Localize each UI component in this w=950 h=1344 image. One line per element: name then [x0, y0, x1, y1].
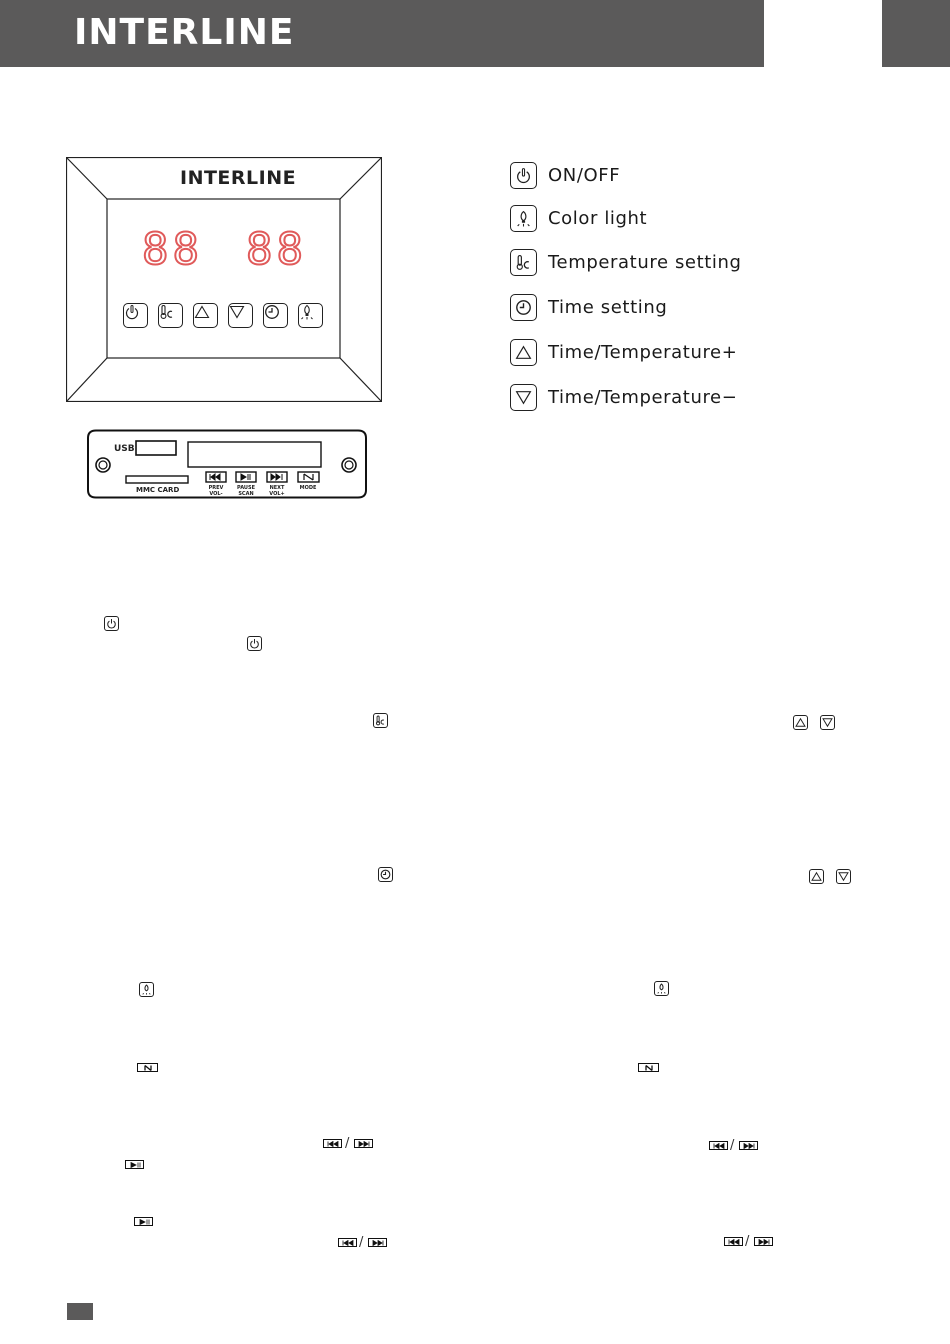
pause-label-top: PAUSE	[237, 485, 255, 491]
usb-label: USB	[114, 444, 135, 454]
triangle-down-icon	[229, 304, 245, 320]
pause-label-bottom: SCAN	[238, 491, 254, 497]
panel-down-button	[228, 303, 253, 328]
light-icon	[139, 982, 154, 997]
display-digits-left: 88	[142, 224, 203, 275]
mode-button-label	[294, 485, 322, 491]
legend-label: ON/OFF	[548, 164, 621, 186]
power-icon	[247, 636, 262, 651]
triangle-up-icon	[515, 344, 532, 361]
legend-label: Time/Temperature+	[548, 341, 738, 363]
next-label-bottom: VOL+	[269, 491, 285, 497]
mp3-module-diagram	[86, 429, 368, 499]
clock-icon	[515, 299, 532, 316]
header-corner-block	[882, 0, 950, 67]
legend-icon-box	[510, 294, 537, 321]
legend-item-increase	[510, 338, 737, 366]
prev-label-bottom: VOL-	[209, 491, 223, 497]
next-label-top: NEXT	[269, 485, 285, 491]
prev-label-top: PREV	[208, 485, 224, 491]
prev-icon	[724, 1237, 743, 1246]
panel-power-button	[123, 303, 148, 328]
separator: /	[745, 1234, 750, 1249]
legend-icon-box	[510, 384, 537, 411]
brand-logo: INTERLINE	[74, 12, 295, 53]
legend-item-time	[510, 293, 667, 321]
separator: /	[730, 1138, 735, 1153]
power-icon	[124, 304, 140, 320]
triangle-down-icon	[820, 715, 835, 730]
next-icon	[354, 1139, 373, 1148]
legend-icon-box	[510, 339, 537, 366]
power-icon	[104, 616, 119, 631]
next-button-label	[263, 485, 291, 497]
panel-brand-logo: INTERLINE	[180, 167, 297, 189]
thermometer-icon	[159, 304, 175, 320]
separator: /	[359, 1235, 364, 1250]
legend-icon-box	[510, 205, 537, 232]
mode-icon	[638, 1063, 659, 1072]
panel-time-button	[263, 303, 288, 328]
triangle-up-icon	[194, 304, 210, 320]
prev-icon	[323, 1139, 342, 1148]
legend-label: Time/Temperature−	[548, 386, 738, 408]
mode-label-top: MODE	[299, 485, 317, 491]
light-icon	[299, 304, 315, 320]
legend-label: Temperature setting	[548, 251, 742, 273]
triangle-up-icon	[793, 715, 808, 730]
clock-icon	[264, 304, 280, 320]
triangle-down-icon	[515, 389, 532, 406]
legend-item-temperature	[510, 248, 742, 276]
power-icon	[515, 167, 532, 184]
thermometer-icon	[515, 254, 532, 271]
next-icon	[754, 1237, 773, 1246]
triangle-down-icon	[836, 869, 851, 884]
legend-item-on-off	[510, 161, 620, 189]
legend-item-color-light	[510, 204, 647, 232]
light-icon	[515, 210, 532, 227]
panel-up-button	[193, 303, 218, 328]
mode-icon	[137, 1063, 158, 1072]
legend-icon-box	[510, 162, 537, 189]
triangle-up-icon	[809, 869, 824, 884]
next-icon	[739, 1141, 758, 1150]
display-digits-right: 88	[246, 224, 307, 275]
legend-label: Color light	[548, 207, 648, 229]
panel-light-button	[298, 303, 323, 328]
separator: /	[345, 1136, 350, 1151]
page-marker	[67, 1303, 93, 1320]
panel-frame	[66, 157, 382, 402]
prev-button-label	[202, 485, 230, 497]
pause-button-label	[232, 485, 260, 497]
light-icon	[654, 981, 669, 996]
legend-item-decrease	[510, 383, 737, 411]
legend-label: Time setting	[548, 296, 668, 318]
card-slot-label: MMC CARD	[136, 486, 180, 494]
play-pause-icon	[134, 1217, 153, 1226]
panel-temperature-button	[158, 303, 183, 328]
prev-icon	[338, 1238, 357, 1247]
clock-icon	[378, 867, 393, 882]
legend-icon-box	[510, 249, 537, 276]
thermometer-icon	[373, 713, 388, 728]
play-pause-icon	[125, 1160, 144, 1169]
next-icon	[368, 1238, 387, 1247]
prev-icon	[709, 1141, 728, 1150]
control-panel-diagram	[66, 157, 382, 402]
